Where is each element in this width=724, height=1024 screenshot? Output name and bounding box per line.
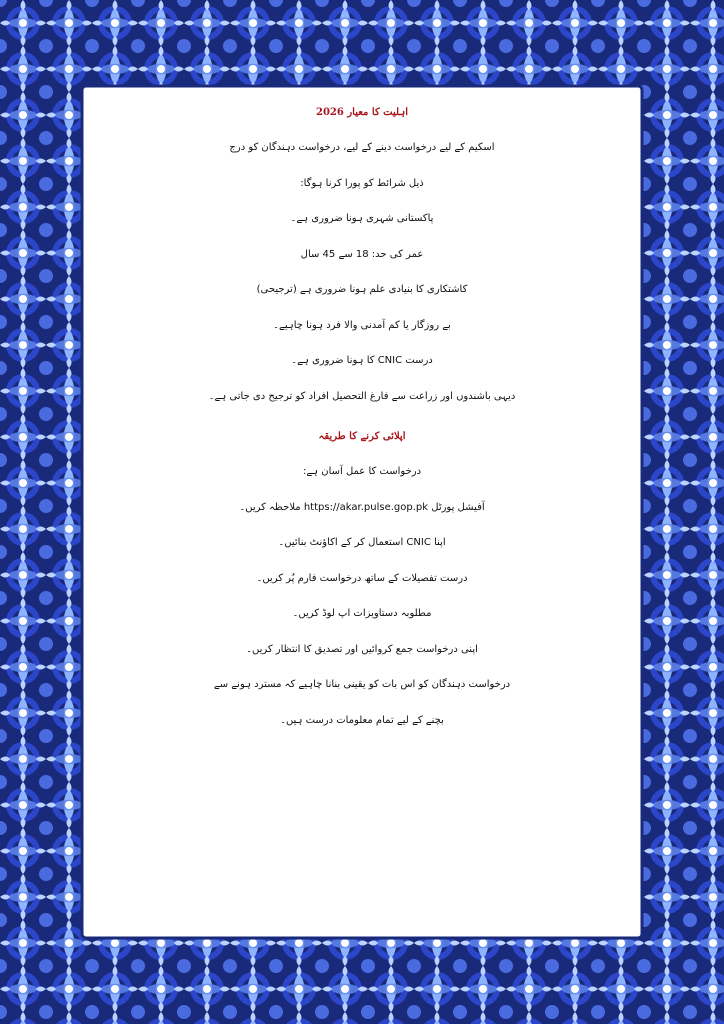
eligibility-line-5: کاشتکاری کا بنیادی علم ہونا ضروری ہے (ترجیحی): [256, 284, 468, 295]
apply-line-4: درست تفصیلات کے ساتھ درخواست فارم پُر کریں۔: [256, 572, 468, 584]
eligibility-line-4: عمر کی حد: 18 سے 45 سال: [300, 248, 424, 260]
how-to-apply-heading: اپلائی کرنے کا طریقہ: [318, 431, 406, 442]
apply-line-1: درخواست کا عمل آسان ہے:: [302, 466, 422, 477]
apply-line-2: آفیشل پورٹل https://akar.pulse.gop.pk ملاحظہ کریں۔: [239, 501, 485, 513]
eligibility-line-1: اسکیم کے لیے درخواست دینے کے لیے، درخواست دہندگان کو درج: [229, 142, 495, 153]
eligibility-line-8: دیہی باشندوں اور زراعت سے فارغ التحصیل افراد کو ترجیح دی جاتی ہے۔: [208, 390, 516, 402]
eligibility-line-6: بے روزگار یا کم آمدنی والا فرد ہونا چاہیے۔: [273, 319, 451, 331]
document-content: [88, 92, 636, 932]
apply-line-3: اپنا CNIC استعمال کر کے اکاؤنٹ بنائیں۔: [278, 537, 446, 548]
apply-line-7: درخواست دہندگان کو اس بات کو یقینی بنانا چاہیے کہ مسترد ہونے سے: [213, 679, 511, 690]
eligibility-line-2: ذیل شرائط کو پورا کرنا ہوگا:: [300, 177, 424, 189]
apply-line-5: مطلوبہ دستاویزات اپ لوڈ کریں۔: [292, 608, 432, 619]
eligibility-line-3: پاکستانی شہری ہونا ضروری ہے۔: [290, 213, 434, 224]
apply-line-8: بچنے کے لیے تمام معلومات درست ہیں۔: [280, 714, 444, 726]
eligibility-heading: اہلیت کا معیار 2026: [316, 107, 408, 118]
apply-line-6: اپنی درخواست جمع کروائیں اور تصدیق کا انتظار کریں۔: [246, 643, 478, 655]
eligibility-line-7: درست CNIC کا ہونا ضروری ہے۔: [291, 355, 433, 366]
